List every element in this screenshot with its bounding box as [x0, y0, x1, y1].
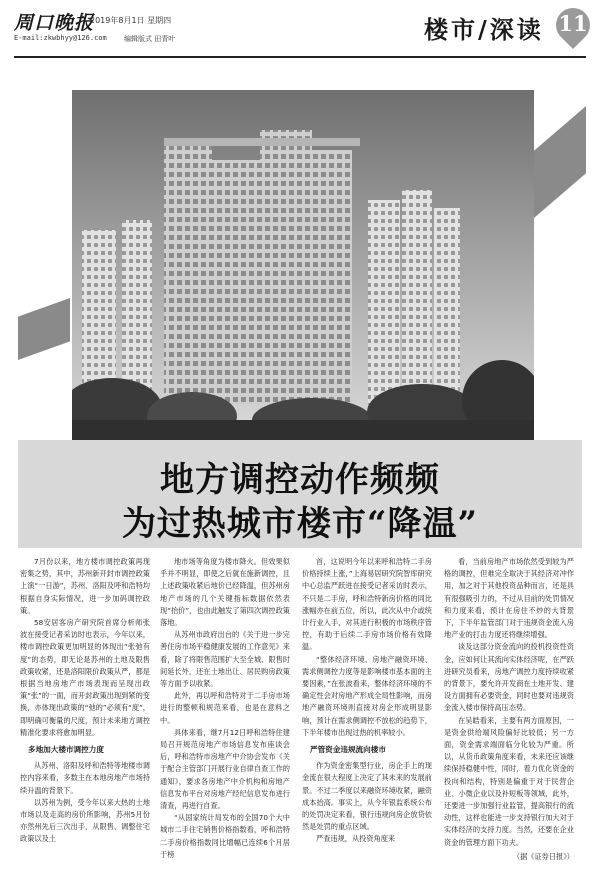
- article-column-3: [302, 556, 432, 871]
- tower-main: [164, 130, 360, 405]
- subheading: 严管资金违规流向楼市: [310, 745, 386, 755]
- paragraph: 以苏州为例，受今年以来大热的土地市场以及走高的房价所影响，苏州5月份亦然州先后三次出手，从限售、调整住宅政策以及土: [20, 797, 150, 844]
- paragraph: 严查违规，从投资角度来: [316, 834, 396, 844]
- paragraph: 具体来看，继7月12日呼和浩特住建局召开规范房地产市场信息发布座谈会后，呼和浩特市房地产中介协会发布《关于配合主管部门开展行业自律自查工作的通知》，要求各房地产中介机构和房地产信息发布平台对房地产经纪信息发布进行清查，再进行自查。: [160, 727, 290, 811]
- contact-email[interactable]: E-mail:zkwbhyy@126.com: [14, 34, 107, 42]
- paragraph: 首，这说明今年以来呼和浩特二手房价格持续上涨，”上海易居研究院智库研究中心总监严跃进在接受记者采访时表示，不只是二手房，呼和浩特新房价格的同比涨幅亦在前五位，所以，此次从中介或统计行业入手，对其进行积极的市场秩序管控，有助于后续二手房市场价格有效降温。: [302, 557, 432, 652]
- decor-stripe-right: [534, 106, 586, 218]
- editor-credit: 编辑版式 田青叶: [124, 35, 176, 43]
- headline-line-2: 为过热城市楼市“降温”: [121, 504, 479, 544]
- article-photo: [72, 90, 534, 440]
- page-number: 11: [558, 11, 588, 36]
- decor-stripe-left: [18, 298, 70, 360]
- article-column-4: [444, 556, 574, 871]
- paragraph: 作为资金密集型行业，房企手上的现金流在很大程度上决定了其未来的发展前景。不过二季度以来融资环境收紧，融资成本抬高。事实上，从今年银监系统公布的处罚决定来看，银行违规向房企放贷依然是处罚的重点区域。: [302, 761, 432, 832]
- headline-line-1: 地方调控动作频频: [160, 460, 440, 500]
- paragraph: 在吴皓看来，主要有两方面原因，一是资金供给端风险偏好比较低；另一方面，资金需求端面临分化较为严重。所以，从货币政策角度来看，未来还应该继续保持稳健中性，同时，着力优化资金的投向和结构，特别是偏重于对于民营企业、小微企业以及补短板等领域，此外，还要进一步加强行业监管，提高银行的流动性，这样也能进一步支持银行加大对于实体经济的支持力度。当然，还要在企业资金的管理方面下功夫。: [444, 715, 574, 847]
- header-rule: [14, 56, 586, 58]
- paragraph: 谈及这部分资金流向的投机投资性资金，应如何让其流向实体经济呢，在严跃进研究员看来，房地产调控力度持续收紧的背景下，要允许开发商在土地开发、建设方面拥有必要资金，同时也要对违规资金流入楼市保持高压态势。: [444, 642, 574, 713]
- paragraph: 从苏州、洛阳及呼和浩特等地楼市调控内容来看，多数主在本地房地产市场持续升温的背景下。: [20, 761, 150, 795]
- paragraph: 看，当前房地产市场依然受到较为严格的调控，但难完全取决于其经济对冲作用，加之对于其他投资品种而言，还是具有很强吸引力的，不过从目前的处罚情况和力度来看，预计在房住不炒的大背景下，下半年监管部门对于违规资金流入房地产业的打击力度还将继续增强。: [444, 557, 574, 640]
- paragraph: 58安居客房产研究院首席分析师张波在接受记者采访时也表示，今年以来，楼市调控政策更加明显的体现出“张弛有度”的态势，即无论是苏州的土地及限售政策收紧，还是洛阳限价政策从严，都是根据当地房地产市场表现而呈现出政策“张”的一面，而开封政策出现到紧的变换，亦体现出政策的“弛的”必须有“度”，即明确可衡量的尺度，预计未来地方调控精准化要求将愈加明显。: [20, 618, 150, 737]
- tower-right: [368, 190, 460, 405]
- paragraph: 7月份以来，地方楼市调控政策再现密集之势，其中，苏州新开封市调控政策上演“一日游”，苏州、洛阳及呼和浩特均根据自身实际情况，进一步加码调控政策。: [20, 557, 150, 615]
- article-column-1: [20, 556, 150, 871]
- paragraph: “从国家统计局发布的全国70个大中城市二手住宅销售价格指数看，呼和浩特二手房价格指数同比增幅已连续6个月居于榜: [160, 813, 290, 859]
- article-source: （据《证券日报》）: [512, 851, 574, 861]
- paragraph: 从苏州市政府出台的《关于进一步完善住房市场平稳健康发展的工作意见》来看，除了将限售范围扩大至全城、限售时间延长外，还在土地出让、居民购房政策等方面予以收紧。: [160, 630, 290, 689]
- masthead: [14, 8, 586, 52]
- paragraph: “整体经济环境、房地产融资环境、需求侧调控力度等是影响楼市基本面的主要因素，”在张波看来，整体经济环境的不确定性会对房地产形成全局性影响，而房地产融资环境则直接对房企形成明显影响，预计在需求侧调控不放松的趋势下，下半年楼市出现过热的机率较小。: [302, 654, 432, 737]
- section-title: 楼市/深读: [424, 15, 544, 44]
- paragraph: 此外，再以呼和浩特对于二手房市场进行的整顿和规范来看，也是在意料之中。: [160, 691, 290, 725]
- subheading: 多地加大楼市调控力度: [28, 745, 104, 755]
- newspaper-name: 周口晚报: [14, 12, 95, 34]
- article-column-2: [160, 556, 290, 871]
- issue-date: 2019年8月1日 星期四: [90, 16, 172, 25]
- paragraph: 地市场等角度为楼市降火。但效果似乎并不明显，即使之后就在施新调控，且上述政策收紧后地价已经降温，但苏州房地产市场的几个关键指标数据依然表现“抬价”，也由此触发了第四次调控政策落地。: [160, 557, 290, 628]
